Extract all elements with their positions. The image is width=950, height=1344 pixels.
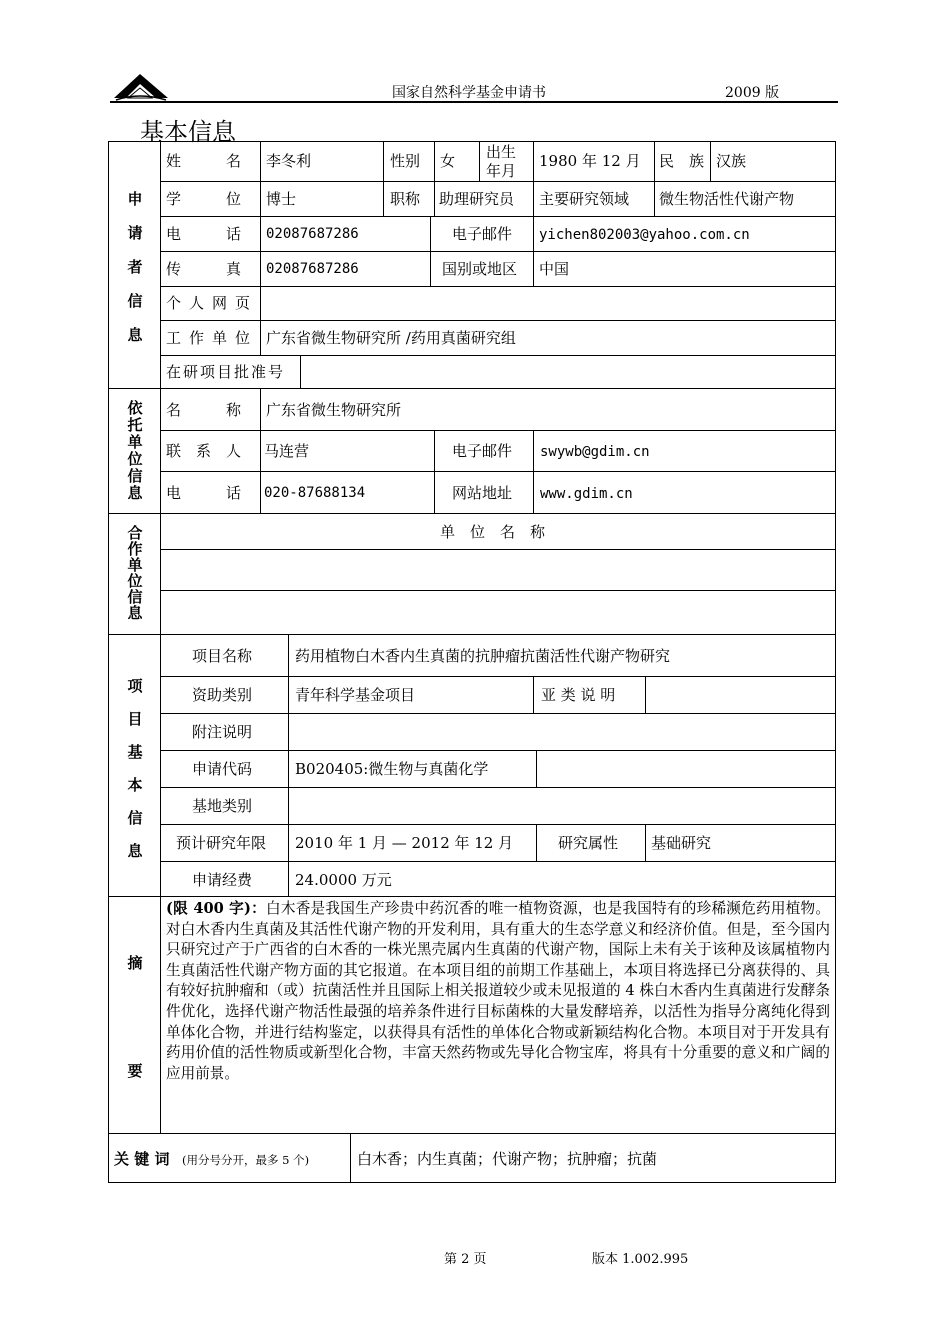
application-code: B020405:微生物与真菌化学 [295, 760, 489, 778]
section-title: 基本信息 [140, 118, 236, 146]
birth-label-2: 年月 [486, 162, 517, 180]
ongoing-label: 在研项目批准号 [166, 363, 286, 381]
host-phone: 020-87688134 [264, 485, 366, 501]
applicant-phone: 02087687286 [266, 226, 359, 242]
period-label: 预计研究年限 [176, 834, 267, 852]
applicant-birth: 1980 年 12 月 [539, 152, 641, 170]
applicant-gender: 女 [440, 152, 456, 170]
host-email[interactable]: swywb@gdim.cn [540, 444, 650, 460]
applicant-ethnicity: 汉族 [716, 152, 747, 170]
name-label: 姓 名 [166, 152, 242, 170]
attribute-label: 研究属性 [558, 834, 619, 852]
title-label: 职称 [390, 190, 421, 208]
applicant-country: 中国 [539, 260, 570, 278]
budget: 24.0000 万元 [295, 871, 392, 889]
budget-label: 申请经费 [192, 871, 253, 889]
abstract-body: 白木香是我国生产珍贵中药沉香的唯一植物资源，也是我国特有的珍稀濒危药用植物。对白木香内生真菌及其活性代谢产物的开发利用，具有重大的生态学意义和经济价值。但是，至今国内只研究过产于广西省的白木香的一株光黑壳属内生真菌的代谢产物，国际上未有关于该种及该属植物内生真菌活性代谢产物方面的其它报道。在本项目组的前期工作基础上，本项目将选择已分离获得的、具有较好抗肿瘤和（或）抗菌活性并且国际上相关报道较少或未见报道的 4 株白木香内生真菌进行发酵条件优化，选择代谢产物活性最强的培养条件进行目标菌株的大量发酵培养，以活性为指导分离纯化得到单体化合物，并进行结构鉴定，以获得具有活性的单体化合物或新颖结构化合物。本项目对于开发具有药用价值的活性物质或新型化合物，丰富天然药物或先导化合物宝库，将具有十分重要的意义和广阔的应用前景。 [166, 900, 830, 1082]
keywords-note: (用分号分开，最多 5 个) [182, 1153, 310, 1167]
abstract-limit: (限 400 字)： [166, 900, 266, 917]
field-label: 主要研究领域 [539, 190, 630, 208]
homepage-label: 个人网页 [166, 294, 259, 312]
footer-version: 版本 1.002.995 [592, 1252, 689, 1267]
fax-label: 传 真 [166, 260, 242, 278]
keywords-value: 白木香；内生真菌；代谢产物；抗肿瘤；抗菌 [357, 1150, 658, 1168]
applicant-name: 李冬利 [266, 152, 312, 170]
birth-label-1: 出生 [486, 143, 517, 161]
header-version: 2009 版 [725, 85, 780, 101]
degree-label: 学 位 [166, 190, 242, 208]
applicant-title: 助理研究员 [439, 190, 515, 208]
project-name: 药用植物白木香内生真菌的抗肿瘤抗菌活性代谢产物研究 [295, 647, 671, 665]
email-label: 电子邮件 [452, 225, 513, 243]
header-title: 国家自然科学基金申请书 [392, 85, 546, 101]
host-website[interactable]: www.gdim.cn [540, 486, 633, 502]
abstract-group-label: 摘 要 [127, 954, 143, 1080]
country-label: 国别或地区 [442, 260, 518, 278]
host-contact-label: 联 系 人 [166, 442, 242, 460]
partner-group-label: 合 作 单 位 信 息 [127, 524, 143, 622]
code-label: 申请代码 [192, 760, 253, 778]
project-group-label: 项 目 基 本 信 息 [127, 677, 143, 860]
notes-label: 附注说明 [192, 723, 253, 741]
partner-column-header: 单 位 名 称 [440, 523, 546, 541]
funding-type-label: 资助类别 [192, 686, 253, 704]
page-number: 第 2 页 [444, 1252, 487, 1267]
header-rule [110, 101, 838, 103]
host-contact: 马连营 [264, 442, 310, 460]
host-name: 广东省微生物研究所 [266, 401, 402, 419]
applicant-degree: 博士 [266, 190, 297, 208]
ethnicity-label: 民 族 [659, 152, 705, 170]
applicant-workplace: 广东省微生物研究所 /药用真菌研究组 [266, 329, 516, 347]
funding-type: 青年科学基金项目 [295, 686, 416, 704]
applicant-field: 微生物活性代谢产物 [659, 190, 795, 208]
abstract-text [166, 899, 830, 1084]
gender-label: 性别 [390, 152, 421, 170]
host-website-label: 网站地址 [452, 484, 513, 502]
project-name-label: 项目名称 [192, 647, 253, 665]
research-period: 2010 年 1 月 — 2012 年 12 月 [295, 834, 514, 852]
host-name-label: 名 称 [166, 401, 242, 419]
host-email-label: 电子邮件 [452, 442, 513, 460]
keywords-label: 关 键 词 [114, 1150, 170, 1168]
subtype-label: 亚 类 说 明 [541, 686, 616, 704]
workplace-label: 工作单位 [166, 329, 259, 347]
applicant-fax: 02087687286 [266, 261, 359, 277]
nsfc-logo-icon [112, 68, 170, 102]
applicant-email[interactable]: yichen802003@yahoo.com.cn [539, 227, 750, 243]
applicant-group-label: 申 请 者 信 息 [127, 190, 143, 344]
base-label: 基地类别 [192, 797, 253, 815]
phone-label: 电 话 [166, 225, 242, 243]
research-attribute: 基础研究 [651, 834, 712, 852]
host-phone-label: 电 话 [166, 484, 242, 502]
host-group-label: 依 托 单 位 信 息 [127, 399, 143, 502]
